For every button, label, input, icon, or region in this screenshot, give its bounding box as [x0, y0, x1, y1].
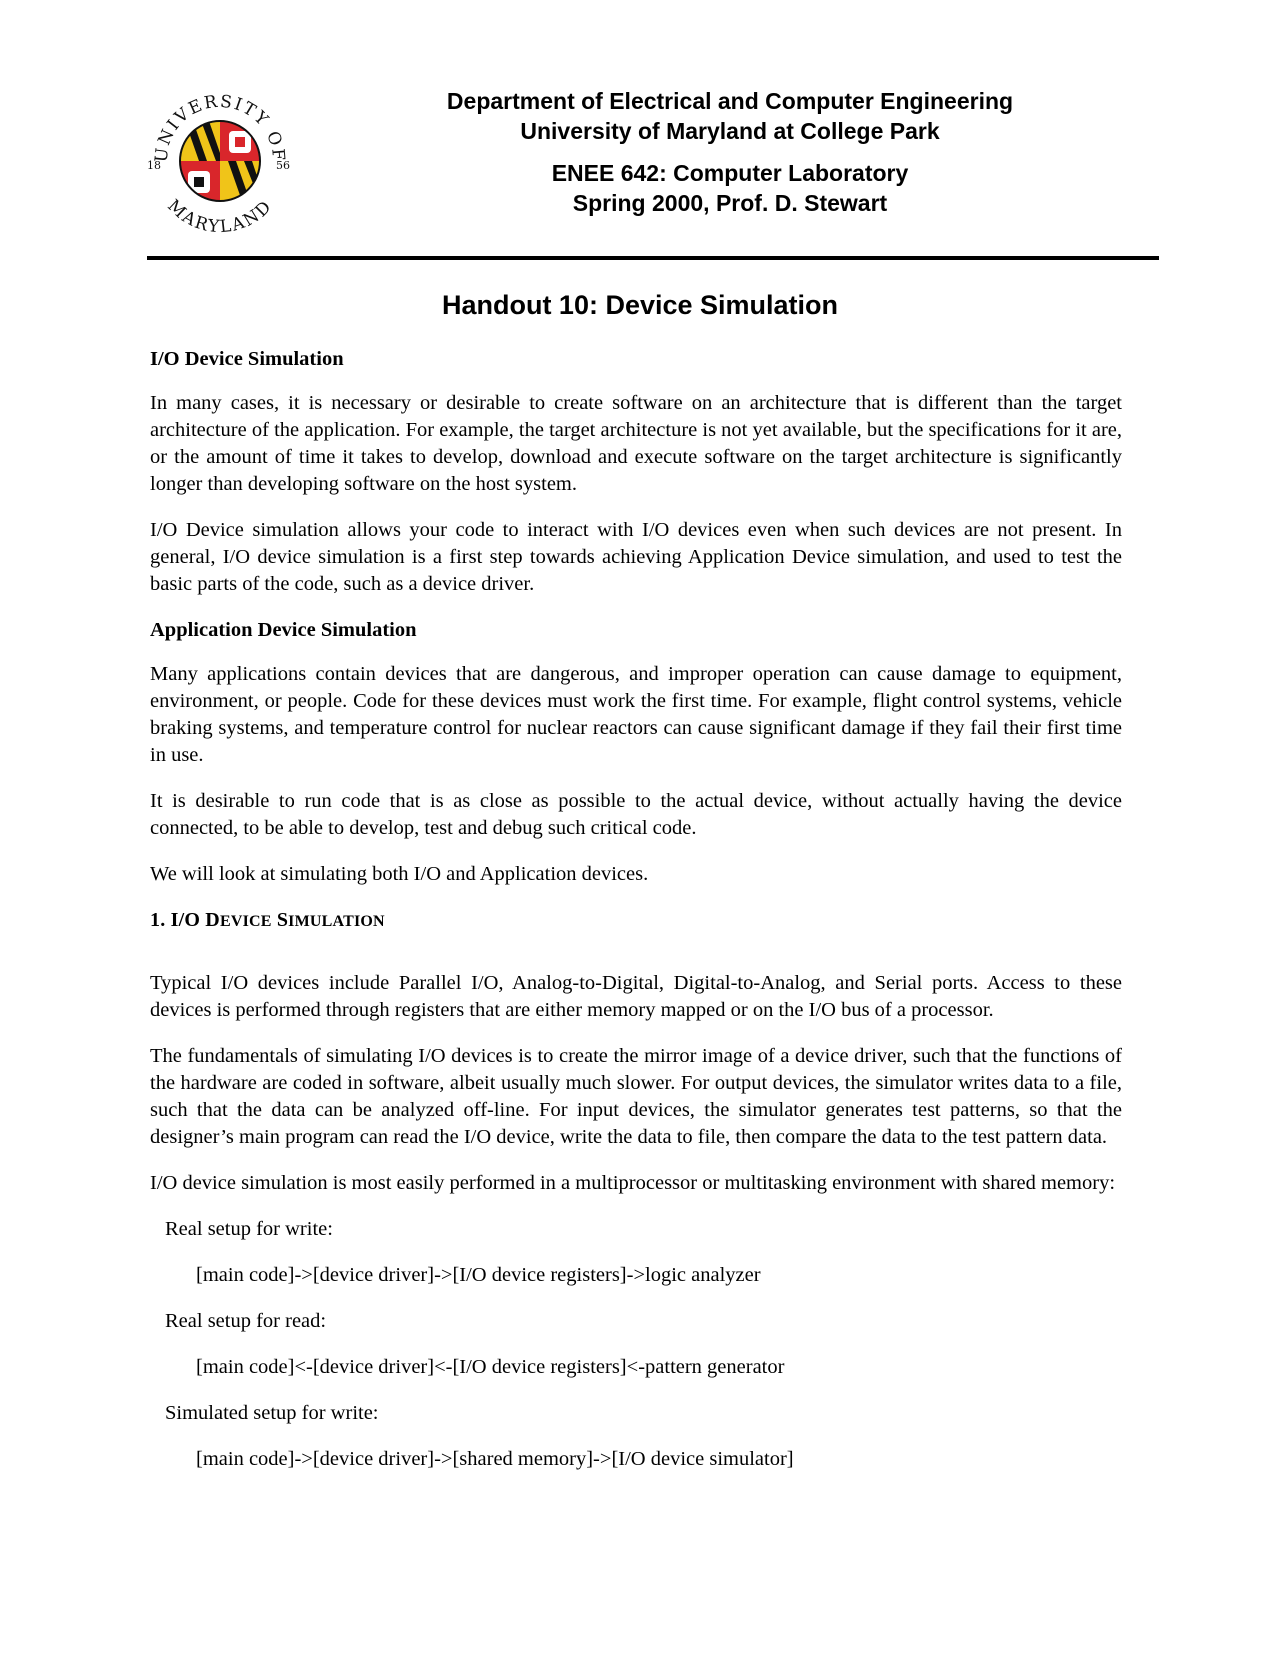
setup-flow: [main code]->[device driver]->[I/O device registers]->logic analyzer: [196, 1264, 761, 1286]
subheading-application-device-simulation: Application Device Simulation: [150, 619, 417, 641]
paragraph: In many cases, it is necessary or desirable to create software on an architecture that is different than the target architecture of the application. For example, the target architecture is not yet available, but the specifications for it are, or the amount of time it takes to develop, download and execute software on the target architecture is significantly longer than developing software on the host system.: [150, 392, 1122, 495]
svg-text:MARYLAND: [163, 196, 276, 237]
setup-label: Real setup for read:: [165, 1310, 327, 1332]
paragraph: The fundamentals of simulating I/O devices is to create the mirror image of a device driver, such that the functions of the hardware are coded in software, albeit usually much slower. For output devices, the simulator writes data to a file, such that the data can be analyzed off-line. For input devices, the simulator generates test patterns, so that the designer’s main program can read the I/O device, write the data to file, then compare the data to the test pattern data.: [150, 1045, 1122, 1148]
seal-year-right: 56: [276, 159, 290, 172]
setup-label: Real setup for write:: [165, 1218, 333, 1240]
seal-top-arc: UNIVERSITY OF: [151, 91, 289, 164]
paragraph: It is desirable to run code that is as close as possible to the actual device, without actually having the device connected, to be able to develop, test and debug such critical code.: [150, 790, 1122, 839]
course-name: ENEE 642: Computer Laboratory: [551, 160, 909, 186]
term-instructor: Spring 2000, Prof. D. Stewart: [572, 190, 888, 216]
setup-label: Simulated setup for write:: [165, 1402, 379, 1424]
section-heading: 1. I/O DEVICE SIMULATION: [150, 909, 385, 931]
seal-year-left: 18: [147, 159, 161, 172]
paragraph: I/O device simulation is most easily performed in a multiprocessor or multitasking environment with shared memory:: [150, 1172, 1116, 1194]
paragraph: Many applications contain devices that are dangerous, and improper operation can cause damage to equipment, environment, or people. Code for these devices must work the first time. For example, flight control systems, vehicle braking systems, and temperature control for nuclear reactors can cause significant damage if they fail their first time in use.: [150, 663, 1122, 766]
header-institution: [380, 86, 1080, 146]
paragraph: Typical I/O devices include Parallel I/O, Analog-to-Digital, Digital-to-Analog, and Serial ports. Access to these devices is performed through registers that are either memory mapped or on the I/O bus of a processor.: [150, 972, 1122, 1021]
document-body: [150, 346, 1122, 1492]
page-title: Handout 10: Device Simulation: [441, 290, 839, 320]
setup-flow: [main code]<-[device driver]<-[I/O device registers]<-pattern generator: [196, 1356, 785, 1378]
paragraph: I/O Device simulation allows your code to interact with I/O devices even when such devices are not present. In general, I/O device simulation is a first step towards achieving Application Device simulation, and used to test the basic parts of the code, such as a device driver.: [150, 519, 1122, 595]
header-course: [380, 158, 1080, 218]
department-name: Department of Electrical and Computer Engineering: [446, 88, 1014, 114]
seal-bottom-arc: MARYLAND: [163, 195, 277, 238]
university-name: University of Maryland at College Park: [520, 118, 940, 144]
setup-flow: [main code]->[device driver]->[shared memory]->[I/O device simulator]: [196, 1448, 794, 1470]
subheading-io-device-simulation: I/O Device Simulation: [150, 348, 344, 370]
header-divider: [147, 256, 1159, 260]
paragraph: We will look at simulating both I/O and Application devices.: [150, 863, 649, 885]
university-seal-logo: [145, 85, 295, 240]
